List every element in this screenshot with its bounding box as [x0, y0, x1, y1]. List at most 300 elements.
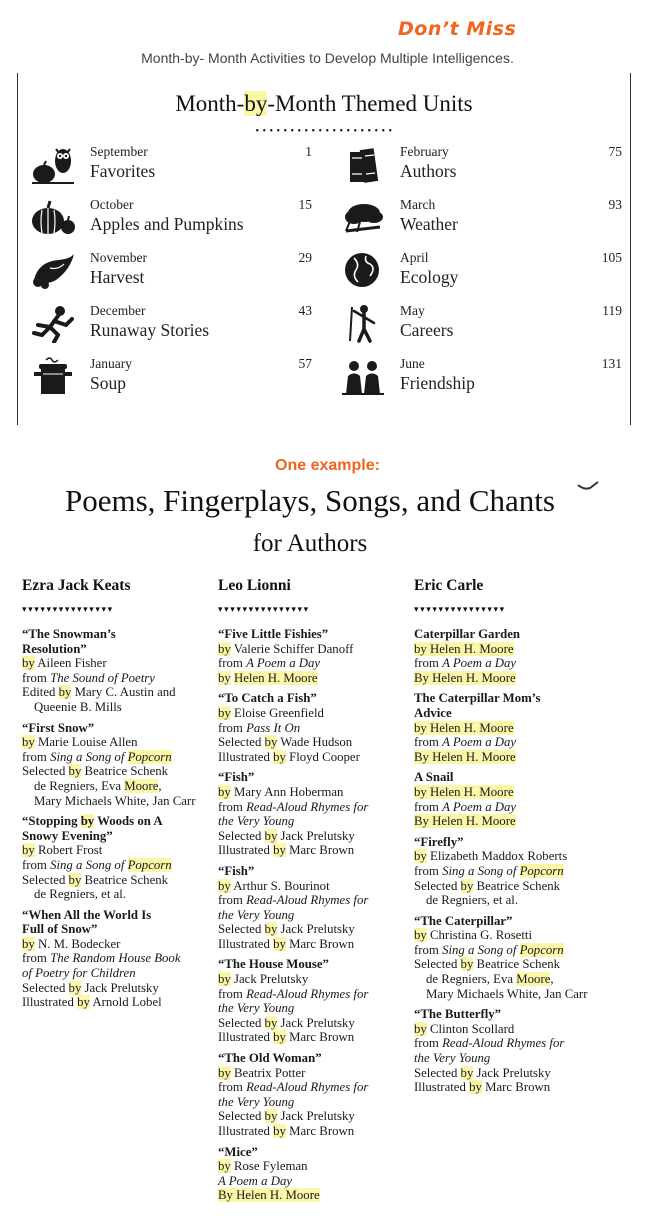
poem-entry	[218, 627, 406, 685]
author-divider: ▾▾▾▾▾▾▾▾▾▾▾▾▾▾▾	[414, 604, 506, 614]
poem-line	[414, 750, 602, 765]
poem-line	[218, 627, 406, 642]
toc-page-number: 29	[298, 250, 312, 265]
poem-line	[218, 937, 406, 952]
toc-month-label: March	[400, 197, 436, 212]
poem-text: from	[22, 749, 51, 764]
poem-text: by	[414, 849, 427, 864]
poem-text: from	[218, 986, 247, 1001]
poem-text: Marc Brown	[481, 1080, 551, 1095]
poem-text: the Very Young	[218, 1094, 295, 1109]
poem-line	[414, 987, 602, 1002]
poem-text: by	[273, 1030, 286, 1045]
poem-line	[22, 779, 210, 794]
poem-text: A Poem a Day	[442, 799, 517, 814]
poem-line	[22, 700, 210, 715]
poem-line	[22, 794, 210, 809]
poem-line	[22, 656, 210, 671]
poem-text: by	[460, 1065, 474, 1080]
poem-line	[414, 770, 602, 785]
toc-link-authors[interactable]: Authors	[400, 161, 457, 181]
poem-text: Aileen Fisher	[34, 656, 107, 671]
poem-title-text: Resolution”	[22, 641, 87, 656]
poem-text: ,	[550, 972, 554, 987]
author-divider: ▾▾▾▾▾▾▾▾▾▾▾▾▾▾▾	[22, 604, 114, 614]
poem-line	[22, 981, 210, 996]
poem-line	[218, 1124, 406, 1139]
poem-text: from	[22, 670, 51, 685]
poem-entry	[22, 908, 210, 1010]
poem-line	[218, 656, 406, 671]
toc-item-may	[332, 303, 622, 351]
poem-text: de Regniers, et al.	[34, 887, 127, 902]
poem-line	[218, 908, 406, 923]
poem-text: Illustrated	[218, 1124, 274, 1138]
poem-text: Illustrated	[218, 749, 274, 764]
poem-title-text: “When All the World Is	[22, 907, 152, 922]
poem-line	[218, 843, 406, 858]
worker-icon	[340, 303, 386, 343]
poem-text: by	[218, 705, 231, 720]
poem-entry	[218, 691, 406, 764]
poem-text: Illustrated	[22, 995, 78, 1010]
poem-text: The Random House Book	[50, 951, 181, 966]
poem-text: Selected	[22, 764, 69, 779]
poem-line	[22, 642, 210, 657]
poem-text: by	[273, 749, 286, 764]
toc-unit-name: Friendship	[400, 373, 475, 393]
poem-text: by	[68, 980, 82, 995]
poem-text: N. M. Bodecker	[34, 936, 121, 951]
poem-text: by	[77, 995, 90, 1010]
poem-text: from	[414, 863, 443, 878]
poem-line	[22, 908, 210, 923]
poem-line	[218, 1016, 406, 1031]
poem-text: Mary Michaels White, Jan Carr	[34, 793, 196, 808]
poem-text: de Regniers, et al.	[426, 893, 519, 908]
toc-page-number: 57	[298, 356, 312, 371]
poem-line	[218, 735, 406, 750]
poem-entry	[414, 914, 602, 1002]
poem-text: Sing a Song of	[442, 863, 520, 878]
poem-entry	[218, 957, 406, 1045]
poem-text: from	[414, 799, 443, 814]
poem-line	[414, 943, 602, 958]
poem-entry	[414, 1007, 602, 1095]
poem-text: Mary Michaels White, Jan Carr	[426, 986, 588, 1001]
poem-line	[218, 957, 406, 972]
toc-month-label: October	[90, 197, 134, 212]
poem-line	[414, 914, 602, 929]
poem-line	[22, 721, 210, 736]
poem-line	[22, 627, 210, 642]
poem-line	[414, 972, 602, 987]
poem-line	[22, 671, 210, 686]
poem-line	[218, 864, 406, 879]
poem-text: By Helen H. Moore	[218, 1188, 320, 1203]
cloud-icon	[340, 197, 386, 237]
poem-text: by	[264, 1109, 278, 1124]
toc-unit-name: Soup	[90, 373, 126, 393]
toc-unit-name: Favorites	[90, 161, 156, 181]
poem-line	[218, 1080, 406, 1095]
toc-month-label: September	[90, 144, 148, 159]
poem-text: by	[218, 641, 231, 656]
poem-title-text: “Five Little Fishies”	[218, 627, 329, 641]
poem-line	[22, 843, 210, 858]
poem-line	[414, 1036, 602, 1051]
poem-text: Read-Aloud Rhymes for	[246, 799, 369, 814]
poem-text: Jack Prelutsky	[230, 972, 309, 987]
poem-text: by	[273, 936, 286, 951]
poem-line	[414, 735, 602, 750]
poem-line	[22, 922, 210, 937]
poem-title-text: “Mice”	[218, 1144, 258, 1159]
poem-entry	[218, 1051, 406, 1139]
poem-line	[22, 829, 210, 844]
poem-text: Jack Prelutsky	[81, 980, 159, 995]
poem-line	[414, 957, 602, 972]
poem-line	[414, 671, 602, 686]
pumpkin-icon	[30, 197, 76, 237]
toc-item-september	[22, 144, 312, 192]
poem-text: Jack Prelutsky	[277, 1015, 355, 1030]
poem-line	[414, 1007, 602, 1022]
poem-text: Mary C. Austin and	[71, 685, 176, 700]
poem-line	[218, 814, 406, 829]
poem-line	[414, 800, 602, 815]
toc-unit-name: Runaway Stories	[90, 320, 210, 340]
poem-line	[218, 671, 406, 686]
poem-text: Floyd Cooper	[285, 749, 360, 764]
poem-text: Beatrice Schenk	[81, 872, 169, 887]
page-subtitle: Month-by- Month Activities to Develop Multiple Intelligences.	[141, 50, 514, 66]
poem-text: by	[218, 670, 231, 685]
poem-text: from	[414, 942, 443, 957]
poem-text: Selected	[414, 1065, 461, 1080]
poem-line	[22, 858, 210, 873]
poem-text: by	[469, 1080, 482, 1095]
poem-title-text: “The Old Woman”	[218, 1051, 322, 1066]
poem-text: by	[22, 656, 35, 671]
poem-text: by	[460, 957, 474, 972]
toc-month-label: February	[400, 144, 449, 159]
poem-line	[414, 864, 602, 879]
poem-title-text: A Snail	[414, 770, 454, 785]
poem-title-text: “Fish”	[218, 770, 255, 785]
poem-text: Selected	[218, 1109, 265, 1124]
poem-entry	[414, 835, 602, 908]
poem-line	[218, 750, 406, 765]
toc-page-number: 43	[298, 303, 312, 318]
toc-month-label: January	[90, 356, 132, 371]
poem-text: by	[264, 1015, 278, 1030]
poem-line	[218, 770, 406, 785]
toc-month-label: December	[90, 303, 146, 318]
poem-line	[218, 1001, 406, 1016]
page-corner-mark-icon	[576, 479, 600, 493]
poem-text: Marie Louise Allen	[34, 735, 138, 750]
poem-line	[414, 835, 602, 850]
poem-text: Marc Brown	[285, 843, 355, 858]
poem-text: Illustrated	[218, 843, 274, 858]
toc-panel	[17, 73, 631, 425]
poem-title-text: “Firefly”	[414, 834, 464, 849]
poem-text: Read-Aloud Rhymes for	[246, 893, 369, 908]
poem-text: by	[414, 928, 427, 943]
poem-line	[414, 849, 602, 864]
poem-text: Eloise Greenfield	[230, 705, 324, 720]
toc-page-number: 131	[601, 356, 622, 371]
poem-text: from	[218, 799, 247, 814]
poem-text: by	[218, 1159, 231, 1174]
poem-line	[218, 1109, 406, 1124]
poem-text: Moore	[516, 972, 551, 987]
toc-month-label: April	[400, 250, 429, 265]
poem-text: Robert Frost	[34, 843, 103, 858]
toc-item-february	[332, 144, 622, 192]
poem-title-text: “The Caterpillar”	[414, 913, 513, 928]
poem-text: by	[68, 764, 82, 779]
poem-text: from	[414, 735, 443, 750]
poem-text: by	[460, 878, 474, 893]
poem-line	[218, 879, 406, 894]
poem-text: Beatrice Schenk	[81, 764, 169, 779]
poem-text: Christina G. Rosetti	[426, 928, 533, 943]
poem-text: the Very Young	[218, 814, 295, 829]
poem-text: Selected	[218, 1015, 265, 1030]
poem-title-text: by	[80, 814, 95, 829]
poem-text: Arthur S. Bourinot	[230, 878, 330, 893]
poem-line	[414, 627, 602, 642]
poem-text: by	[218, 1065, 231, 1080]
poem-text: Sing a Song of	[50, 749, 128, 764]
poem-text: Sing a Song of	[50, 857, 128, 872]
example-label: One example:	[275, 457, 380, 474]
poem-text: Selected	[218, 922, 265, 937]
toc-unit-name: Ecology	[400, 267, 459, 287]
toc-title-pre: Month-	[175, 91, 245, 116]
running-figure-icon	[30, 303, 76, 343]
poem-text: Jack Prelutsky	[277, 922, 355, 937]
poem-line	[414, 814, 602, 829]
author-heading: Eric Carle	[414, 577, 484, 594]
poem-text: by	[273, 843, 286, 858]
poem-text: Beatrice Schenk	[473, 878, 561, 893]
section-subtitle: for Authors	[252, 530, 368, 557]
poem-line	[218, 721, 406, 736]
poem-line	[22, 995, 210, 1010]
poem-line	[218, 972, 406, 987]
toc-item-march	[332, 197, 622, 245]
poem-line	[414, 656, 602, 671]
poem-text: by	[264, 735, 278, 750]
toc-dots-divider: • • • • • • • • • • • • • • • • • • • •	[255, 126, 393, 137]
poem-entry	[22, 814, 210, 902]
poem-line	[414, 721, 602, 736]
poem-text: by	[22, 735, 35, 750]
poem-title-text: “The Snowman’s	[22, 627, 116, 641]
toc-month-label: May	[400, 303, 425, 318]
poem-text: Clinton Scollard	[426, 1021, 515, 1036]
poem-text: Popcorn	[127, 749, 172, 764]
poem-text: Popcorn	[519, 942, 564, 957]
poem-text: from	[218, 893, 247, 908]
poem-text: The Sound of Poetry	[50, 670, 155, 685]
poem-text: Read-Aloud Rhymes for	[246, 1080, 369, 1095]
poem-line	[22, 966, 210, 981]
poem-line	[218, 922, 406, 937]
poem-line	[218, 987, 406, 1002]
author-divider: ▾▾▾▾▾▾▾▾▾▾▾▾▾▾▾	[218, 604, 310, 614]
poem-text: Helen H. Moore	[234, 670, 318, 685]
poem-entry	[22, 627, 210, 715]
poem-line	[218, 1051, 406, 1066]
toc-unit-name: Weather	[400, 214, 458, 234]
toc-month-label: June	[400, 356, 425, 371]
poem-line	[414, 928, 602, 943]
poem-title-text: “The Butterfly”	[414, 1007, 502, 1022]
poem-title-text: Woods on A	[94, 814, 163, 829]
poem-line	[218, 1030, 406, 1045]
poem-text: de Regniers, Eva	[426, 972, 517, 987]
poem-text: Selected	[22, 872, 69, 887]
poem-text: A Poem a Day	[218, 1173, 293, 1188]
toc-month-label: November	[90, 250, 147, 265]
poem-line	[218, 800, 406, 815]
poem-text: by Helen H. Moore	[414, 720, 514, 735]
poem-line	[218, 1145, 406, 1160]
poem-line	[22, 750, 210, 765]
poem-text: Arnold Lobel	[89, 995, 162, 1010]
poem-entry	[22, 721, 210, 809]
poem-line	[22, 937, 210, 952]
poem-text: Selected	[414, 957, 461, 972]
poem-text: Beatrix Potter	[230, 1065, 306, 1080]
toc-item-april	[332, 250, 622, 298]
toc-unit-name: Apples and Pumpkins	[90, 214, 244, 234]
poem-text: from	[414, 656, 443, 671]
poem-text: A Poem a Day	[442, 656, 517, 671]
poem-title-text: Full of Snow”	[22, 922, 98, 937]
poem-text: By Helen H. Moore	[414, 749, 516, 764]
poem-text: from	[22, 951, 51, 966]
poem-text: Selected	[22, 980, 69, 995]
poem-title-text: “Stopping	[22, 814, 81, 829]
friends-icon	[340, 356, 386, 396]
poem-text: A Poem a Day	[246, 656, 321, 671]
poem-text: the Very Young	[218, 1001, 295, 1016]
poem-line	[22, 685, 210, 700]
poem-text: by	[264, 828, 278, 843]
poem-text: Illustrated	[218, 936, 274, 951]
poem-text: Wade Hudson	[277, 735, 353, 750]
poem-text: by	[68, 872, 82, 887]
author-column	[414, 577, 602, 1101]
poem-text: Rose Fyleman	[230, 1159, 308, 1174]
poem-line	[414, 785, 602, 800]
poem-line	[218, 691, 406, 706]
poem-text: from	[218, 1080, 247, 1095]
section-title: Poems, Fingerplays, Songs, and Chants	[65, 483, 555, 518]
poem-text: Elizabeth Maddox Roberts	[426, 849, 568, 864]
poem-text: by	[22, 936, 35, 951]
poem-text: A Poem a Day	[442, 735, 517, 750]
poem-text: by	[22, 843, 35, 858]
poem-text: Selected	[218, 735, 265, 750]
poem-line	[218, 1095, 406, 1110]
toc-page-number: 1	[305, 144, 312, 159]
poem-text: By Helen H. Moore	[414, 814, 516, 829]
poem-text: by Helen H. Moore	[414, 784, 514, 799]
toc-page-number: 93	[608, 197, 622, 212]
soup-pot-icon	[30, 356, 76, 396]
poem-text: Read-Aloud Rhymes for	[246, 986, 369, 1001]
poem-entry	[218, 864, 406, 952]
poem-text: Jack Prelutsky	[473, 1065, 551, 1080]
poem-line	[218, 706, 406, 721]
toc-unit-name: Harvest	[90, 267, 145, 287]
poem-text: Marc Brown	[285, 1124, 355, 1138]
poem-title-text: “Fish”	[218, 863, 255, 878]
poem-title-text: “First Snow”	[22, 720, 95, 735]
poem-text: by	[264, 922, 278, 937]
poem-text: Beatrice Schenk	[473, 957, 561, 972]
poem-line	[414, 1051, 602, 1066]
poem-line	[22, 814, 210, 829]
poem-line	[414, 1066, 602, 1081]
poem-text: ,	[158, 778, 162, 793]
poem-text: Edited	[22, 685, 59, 700]
poem-line	[414, 1080, 602, 1095]
toc-item-december	[22, 303, 312, 351]
poem-text: Moore	[124, 778, 159, 793]
toc-title-post: -Month Themed Units	[267, 91, 473, 116]
poem-text: Marc Brown	[285, 936, 355, 951]
poem-text: Selected	[414, 878, 461, 893]
poem-line	[218, 1188, 406, 1203]
poem-text: Read-Aloud Rhymes for	[442, 1036, 565, 1051]
poem-text: from	[218, 656, 247, 671]
poem-text: Illustrated	[218, 1030, 274, 1045]
poem-text: By Helen H. Moore	[414, 670, 516, 685]
poem-line	[22, 887, 210, 902]
poem-text: of Poetry for Children	[22, 966, 136, 981]
poem-line	[218, 785, 406, 800]
poem-text: Queenie B. Mills	[34, 699, 122, 714]
poem-text: from	[218, 720, 247, 735]
poem-entry	[218, 1145, 406, 1203]
poem-line	[414, 691, 602, 706]
poem-text: Pass It On	[246, 720, 301, 735]
poem-text: the Very Young	[218, 907, 295, 922]
poem-text: by	[218, 784, 231, 799]
poem-text: Mary Ann Hoberman	[230, 784, 344, 799]
poem-title-text: The Caterpillar Mom’s	[414, 691, 541, 706]
poem-text: by	[218, 878, 231, 893]
toc-page-number: 75	[608, 144, 622, 159]
poem-text: from	[22, 857, 51, 872]
poem-text: Illustrated	[414, 1080, 470, 1095]
toc-unit-name: Careers	[400, 320, 454, 340]
toc-item-january	[22, 356, 312, 404]
poem-line	[218, 829, 406, 844]
author-column	[218, 577, 406, 1209]
toc-title-by: by	[244, 91, 268, 116]
poem-text: Selected	[218, 828, 265, 843]
owl-pumpkin-icon	[30, 144, 76, 184]
poem-line	[414, 879, 602, 894]
